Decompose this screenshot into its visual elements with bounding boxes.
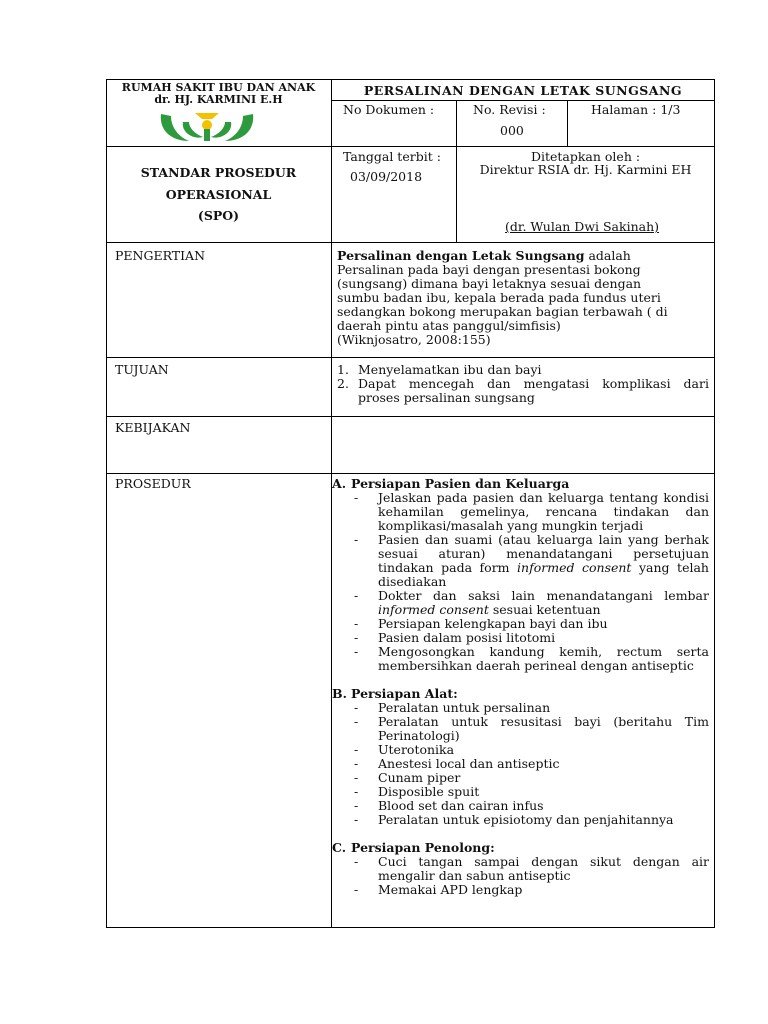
prosedur-list [332,477,709,897]
pengertian-line: sedangkan bokong merupakan bagian terbawah ( di [337,304,668,319]
list-item: - Persiapan kelengkapan bayi dan ibu [354,616,608,631]
informed-consent-term: informed consent [517,560,632,575]
row-divider [106,242,715,243]
hospital-logo-icon [157,110,257,144]
list-item: - Memakai APD lengkap [354,882,523,897]
pengertian-line: daerah pintu atas panggul/simfisis) [337,318,561,333]
hospital-doctor-name: dr. HJ. KARMINI E.H [154,93,283,106]
document-title: PERSALINAN DENGAN LETAK SUNGSANG [363,83,683,98]
list-item: - Peralatan untuk resusitasi bayi (beritahu Tim Perinatologi) [354,714,709,743]
informed-consent-term: informed consent [378,602,489,617]
list-item: 1. Menyelamatkan ibu dan bayi [337,362,542,377]
pengertian-lead-rest: adalah [584,248,631,263]
spo-title-line1: STANDAR PROSEDUR [140,165,297,180]
tujuan-label: TUJUAN [115,362,169,377]
pengertian-line: (sungsang) dimana bayi letaknya sesuai dengan [337,276,642,291]
list-item: - Pasien dan suami (atau keluarga lain yang berhak sesuai aturan) menandatangani persetujuan tindakan pada form informed consent yang telah disediakan [354,532,709,589]
list-item: - Jelaskan pada pasien dan keluarga tentang kondisi kehamilan gemelinya, rencana tindakan dan komplikasi/masalah yang mungkin terjadi [354,490,709,533]
section-c-heading: C. Persiapan Penolong: [332,840,495,855]
hospital-name: RUMAH SAKIT IBU DAN ANAK [121,81,316,94]
pengertian-line: Persalinan pada bayi dengan presentasi bokong [337,262,641,277]
list-item: - Disposible spuit [354,784,480,799]
list-item: - Peralatan untuk episiotomy dan penjahitannya [354,812,674,827]
section-a-heading: A. Persiapan Pasien dan Keluarga [332,476,570,491]
row-divider [106,146,715,147]
pengertian-label: PENGERTIAN [115,248,206,263]
approved-by-label: Ditetapkan oleh : [530,149,641,164]
row-divider [106,473,715,474]
row-divider [106,416,715,417]
column-divider [567,100,568,146]
row-divider [106,357,715,358]
spo-title-line2: OPERASIONAL [165,187,272,202]
list-item: - Blood set dan cairan infus [354,798,544,813]
list-item: - Pasien dalam posisi litotomi [354,630,556,645]
issue-date: 03/09/2018 [350,169,423,184]
revision-label: No. Revisi : [473,102,546,117]
pengertian-line: (Wiknjosatro, 2008:155) [337,332,491,347]
pengertian-text [337,249,709,347]
page-number: Halaman : 1/3 [591,102,681,117]
pengertian-line: sumbu badan ibu, kepala berada pada fundus uteri [337,290,661,305]
pengertian-lead: Persalinan dengan Letak Sungsang [337,248,585,263]
prosedur-label: PROSEDUR [115,476,191,491]
list-item: - Cuci tangan sampai dengan sikut dengan air mengalir dan sabun antiseptic [354,854,709,883]
list-item: - Anestesi local dan antiseptic [354,756,560,771]
document-number-label: No Dokumen : [343,102,435,117]
row-divider [331,100,715,101]
revision-value: 000 [500,123,524,138]
list-item: 2. Dapat mencegah dan mengatasi komplikasi dari proses persalinan sungsang [337,376,709,405]
list-item: - Cunam piper [354,770,461,785]
kebijakan-label: KEBIJAKAN [115,420,191,435]
section-b-heading: B. Persiapan Alat: [332,686,458,701]
list-item: - Mengosongkan kandung kemih, rectum serta membersihkan daerah perineal dengan antiseptic [354,644,709,673]
approved-by: Direktur RSIA dr. Hj. Karmini EH [479,162,692,177]
spo-title-line3: (SPO) [197,208,240,223]
list-item: - Uterotonika [354,742,455,757]
issue-date-label: Tanggal terbit : [343,149,441,164]
tujuan-list [337,363,709,405]
list-item: - Dokter dan saksi lain menandatangani lembar informed consent sesuai ketentuan [354,588,709,617]
list-item: - Peralatan untuk persalinan [354,700,551,715]
signatory-name: (dr. Wulan Dwi Sakinah) [505,219,660,234]
